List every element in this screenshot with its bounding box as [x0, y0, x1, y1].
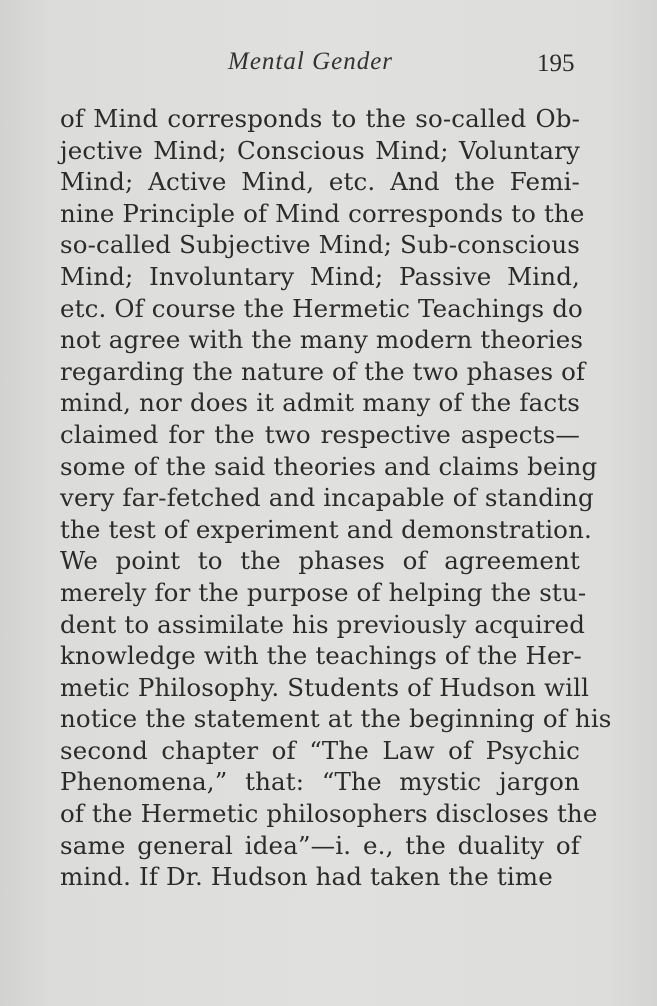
text-line: so-called Subjective Mind; Sub-conscious [60, 230, 580, 260]
text-line: not agree with the many modern theories [60, 325, 584, 355]
text-line: mind. If Dr. Hudson had taken the time [60, 862, 553, 892]
text-line: mind, nor does it admit many of the facts [60, 388, 580, 418]
text-line: claimed for the two respective aspects— [60, 419, 580, 449]
text-line: merely for the purpose of helping the stu- [60, 577, 587, 607]
text-line: dent to assimilate his previously acquired [60, 609, 586, 639]
text-line: regarding the nature of the two phases of [60, 356, 586, 386]
text-line: knowledge with the teachings of the Her- [60, 641, 582, 671]
running-title: Mental Gender [228, 48, 394, 75]
running-head [0, 46, 657, 80]
text-line: the test of experiment and demonstration. [60, 514, 592, 544]
text-line: etc. Of course the Hermetic Teachings do [60, 293, 583, 323]
text-line: same general idea”—i. e., the duality of [60, 830, 580, 860]
text-line: second chapter of “The Law of Psychic [60, 735, 580, 765]
text-line: Phenomena,” that: “The mystic jargon [60, 767, 580, 797]
text-line: Mind; Involuntary Mind; Passive Mind, [60, 261, 580, 291]
body-text [60, 103, 612, 893]
text-line: jective Mind; Conscious Mind; Voluntary [60, 135, 580, 165]
text-line: some of the said theories and claims being [60, 451, 598, 481]
text-line: nine Principle of Mind corresponds to the [60, 198, 585, 228]
text-line: of the Hermetic philosophers discloses the [60, 799, 598, 829]
text-line: We point to the phases of agreement [60, 546, 580, 576]
text-line: metic Philosophy. Students of Hudson will [60, 672, 590, 702]
text-line: of Mind corresponds to the so-called Ob- [60, 104, 580, 133]
text-line: very far-fetched and incapable of standing [60, 483, 594, 513]
page-number: 195 [537, 50, 575, 77]
text-line: notice the statement at the beginning of his [60, 704, 612, 734]
text-line: Mind; Active Mind, etc. And the Femi- [60, 167, 580, 197]
